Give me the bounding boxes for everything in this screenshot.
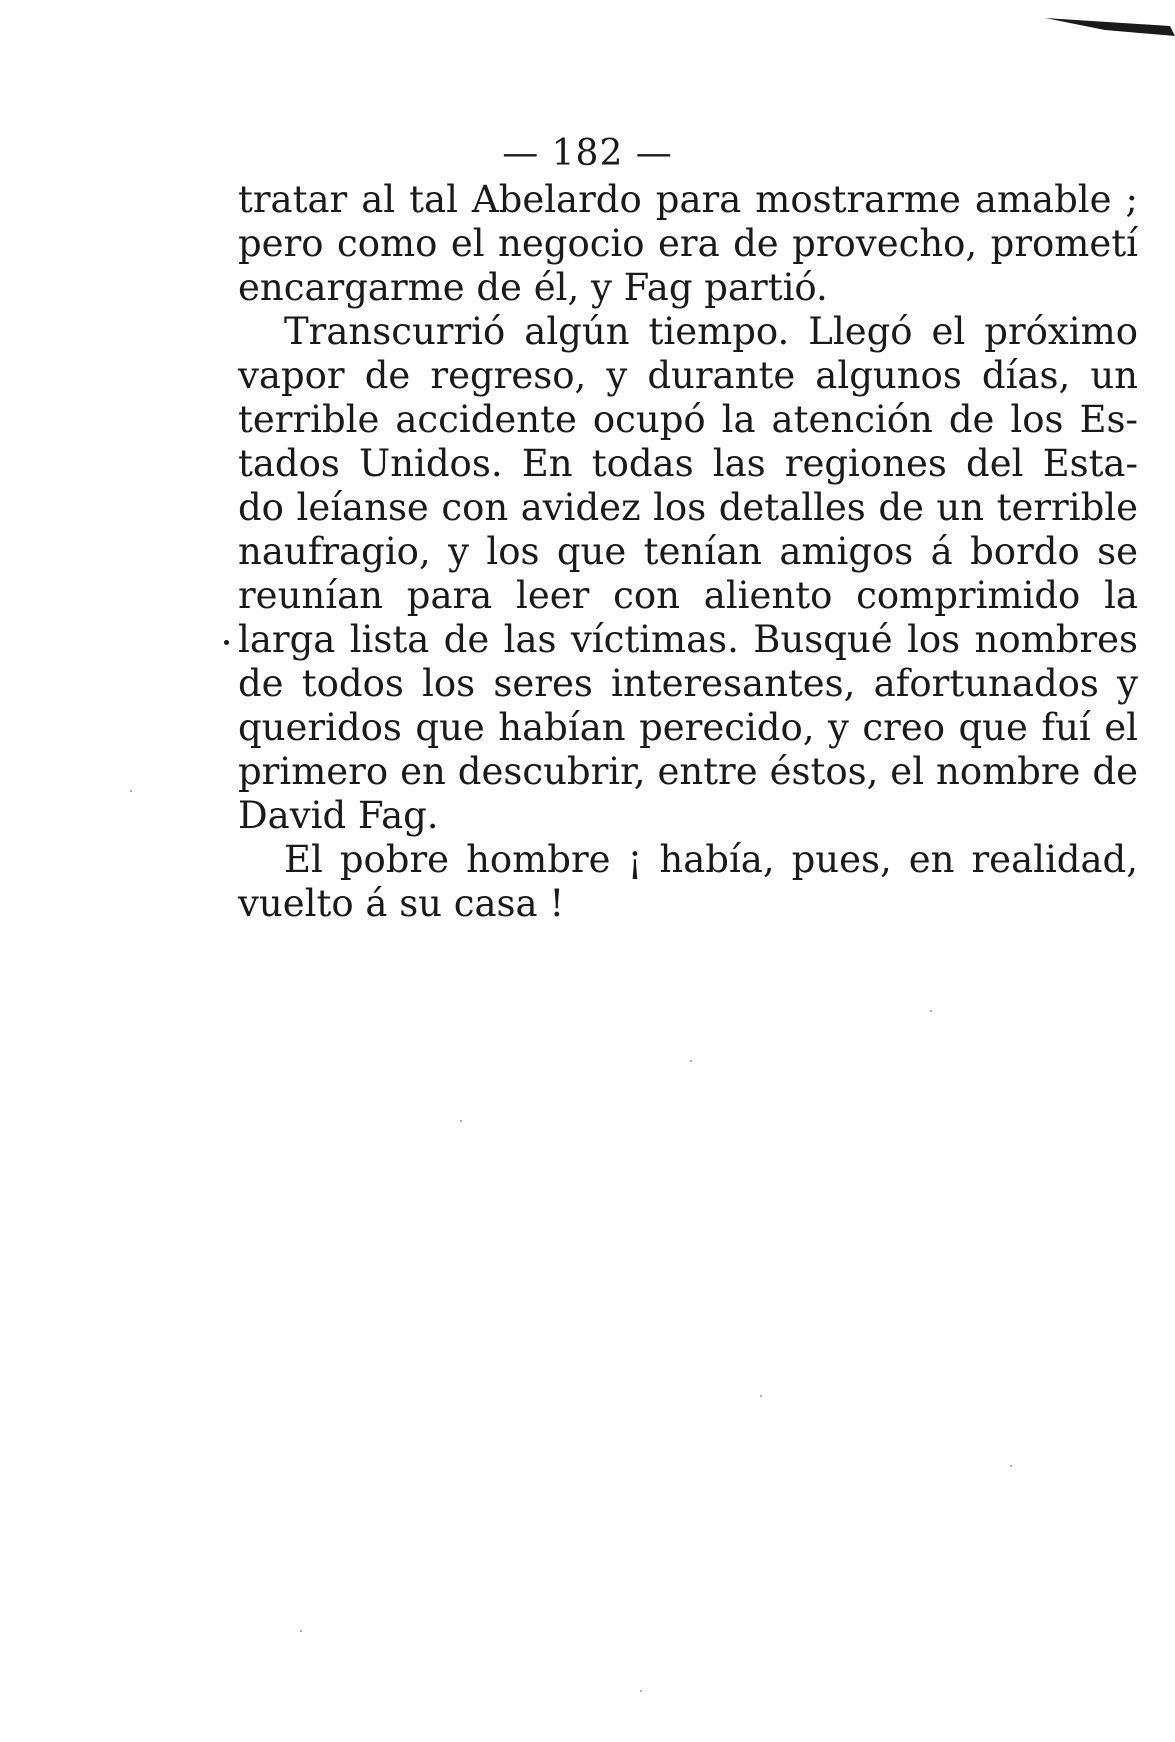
text-line: reunían para leer con aliento comprimido la xyxy=(238,574,1138,617)
text-line: de todos los seres interesantes, afortunados y xyxy=(238,662,1138,705)
text-line: Transcurrió algún tiempo. Llegó el próximo xyxy=(284,310,1138,353)
scan-speck xyxy=(460,1120,462,1122)
scan-speck xyxy=(130,790,132,792)
text-line: encargarme de él, y Fag partió. xyxy=(238,266,828,309)
scan-speck xyxy=(690,1060,692,1062)
paragraph xyxy=(238,310,1138,838)
text-line: queridos que habían perecido, y creo que fuí el xyxy=(238,706,1138,749)
text-line: El pobre hombre ¡ había, pues, en realidad, xyxy=(284,838,1138,881)
page-number: — 182 — xyxy=(502,133,673,174)
text-line: vapor de regreso, y durante algunos días, un xyxy=(238,354,1138,397)
text-line: vuelto á su casa ! xyxy=(238,882,565,925)
paragraph xyxy=(238,838,1138,926)
text-line: do leíanse con avidez los detalles de un terrible xyxy=(238,486,1138,529)
text-line: David Fag. xyxy=(238,794,439,837)
text-line: terrible accidente ocupó la atención de los Es- xyxy=(238,398,1138,441)
text-line: larga lista de las víctimas. Busqué los nombres xyxy=(238,618,1138,661)
body-text xyxy=(238,178,1138,926)
scan-speck xyxy=(760,1395,762,1397)
scan-speck xyxy=(930,1010,932,1012)
text-line: pero como el negocio era de provecho, prometí xyxy=(238,222,1138,265)
scan-speck xyxy=(300,1630,302,1632)
margin-dot xyxy=(224,640,229,645)
text-line: tados Unidos. En todas las regiones del Esta- xyxy=(238,442,1138,485)
scan-edge-mark xyxy=(1045,16,1175,38)
text-line: naufragio, y los que tenían amigos á bordo se xyxy=(238,530,1138,573)
paragraph xyxy=(238,178,1138,310)
scan-speck xyxy=(1010,1465,1012,1467)
text-line: tratar al tal Abelardo para mostrarme amable ; xyxy=(238,178,1138,221)
text-line: primero en descubrir, entre éstos, el nombre de xyxy=(238,750,1138,793)
scan-speck xyxy=(640,1690,642,1692)
